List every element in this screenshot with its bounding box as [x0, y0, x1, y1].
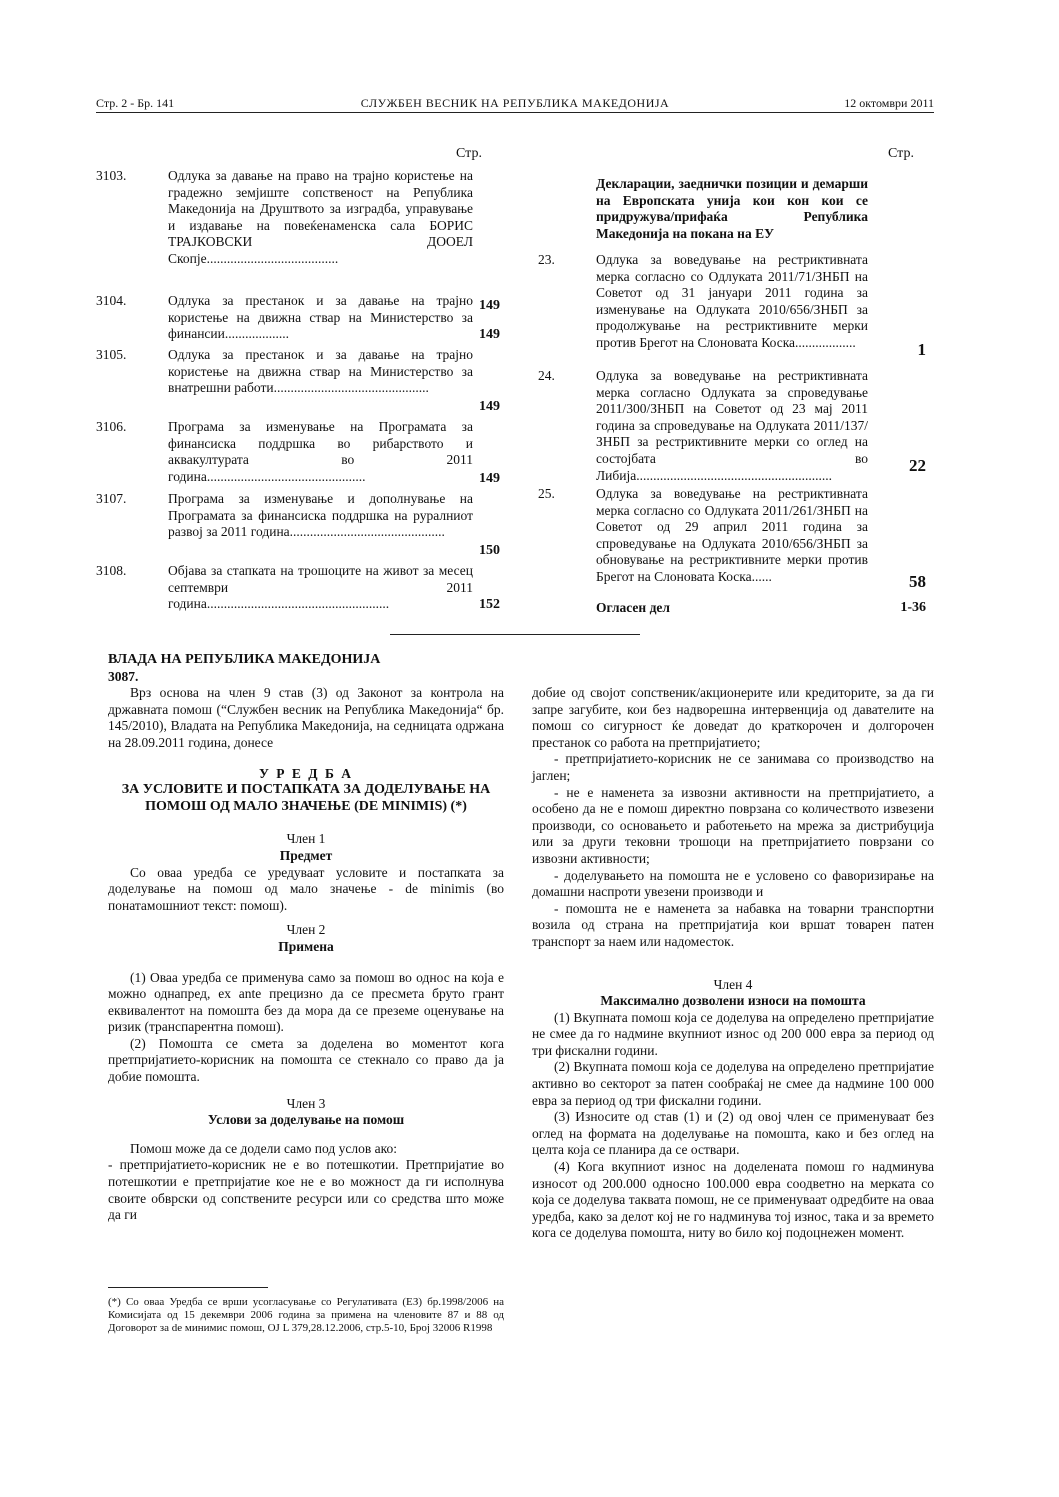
- article-label: Член 4: [713, 976, 753, 992]
- toc-entry-number: 24.: [538, 368, 555, 383]
- article-label: Член 1: [286, 831, 326, 847]
- article-paragraph: - претпријатието-корисник не е во потешкотии. Претпријатие во потешкотии е претпријатие кое не е во можност да ги исполнува своите обврски од сопствените ресурси или со средства што може да ги: [108, 1157, 504, 1223]
- toc-entry-page: 1: [917, 340, 926, 359]
- toc-entry-text: Програма за изменување на Програмата за финансиска поддршка во рибарството и аквакултурата во 2011 година...............................................: [168, 419, 473, 484]
- article-paragraph: (4) Кога вкупниот износ на доделената помош го надминува износот од 200.000 односно 100.000 евра соодветно на мерката со која се доделува таквата помош, не се применуваат одредбите на оваа уредба, како за делот кој не го надминува тој износ, така и за времето кога се доделува помошта, ниту во било кој подоцнежен момент.: [532, 1159, 934, 1241]
- article-label: Член 2: [286, 922, 326, 938]
- toc-oglasen-page: 1-36: [900, 600, 926, 615]
- toc-entry-page: 150: [479, 543, 500, 558]
- article-paragraph: добие од својот сопственик/акционерите или кредиторите, за да ги запре загубите, кои без надворешна интервенција од давателите на помош со сигурност ќе доведат до краткорочен и долгорочен престанок со работа на претпријатието;: [532, 685, 934, 750]
- act-subtitle: ЗА УСЛОВИТЕ И ПОСТАПКАТА ЗА ДОДЕЛУВАЊЕ НА ПОМОШ ОД МАЛО ЗНАЧЕЊЕ (DE MINIMIS) (*): [121, 782, 491, 814]
- toc-entry-text: Одлука за воведување на рестриктивната мерка согласно со Одлуката 2011/261/ЗНБП на Советот од 29 април 2011 година за спроведување на Одлуката 2010/656/ЗНБП за обновување на рестриктивните мерки против Брегот на Слоновата Коска......: [596, 486, 868, 584]
- toc-entry-number: 23.: [538, 252, 555, 267]
- toc-entry-text: Одлука за давање на право на трајно користење на градежно земјиште сопственост на Република Македонија на Друштвото за изградба, управување и издавање на повеќенаменска сала БОРИС ТРАЈКОВСКИ ДООЕЛ Скопје.......................................: [168, 168, 473, 266]
- toc-entry-number: 3108.: [96, 563, 127, 578]
- toc-entry-text: Објава за стапката на трошоците на живот за месец септември 2011 година......................................................: [168, 563, 473, 612]
- article-paragraph: - претпријатието-корисник не се занимава со производство на јаглен;: [532, 751, 934, 783]
- article-paragraph: - доделувањето на помошта не е условено со фаворизирање на домашни наспроти увезени производи и: [532, 867, 934, 900]
- intro-paragraph: Врз основа на член 9 став (3) од Законот за контрола на државната помош (“Службен весник на Република Македонија“ бр. 145/2010), Владата на Република Македонија, на седницата одржана на 28.09.2011 година, донесе: [108, 685, 504, 750]
- body-left-column: [108, 652, 504, 1224]
- article-paragraph: - не е наменета за извозни активности на претпријатието, а особено да не е помош директно поврзана со количеството извезени производи, со основањето и работењето на мрежа за дистрибуција или за други тековни трошоци на претпријатието поврзани со извозни активности;: [532, 784, 934, 866]
- article-paragraph: Со оваа уредба се уредуваат условите и постапката за доделување на помош од мало значење - de minimis (во понатамошниот текст: помош).: [108, 864, 504, 913]
- toc-entry-page: 152: [479, 597, 500, 612]
- act-number: 3087.: [108, 668, 139, 684]
- page-header: [96, 96, 934, 113]
- act-title: У Р Е Д Б А: [259, 765, 353, 781]
- article-title: Максимално дозволени износи на помошта: [600, 993, 866, 1009]
- toc-page-label: Стр.: [456, 146, 482, 161]
- toc-entry-page: 149: [479, 298, 500, 313]
- article-paragraph: (3) Износите од став (1) и (2) од овој член се применуваат без оглед на формата на доделување на помошта, како и без оглед на целта која се планира да се оствари.: [532, 1109, 934, 1158]
- toc-entry-number: 3107.: [96, 491, 127, 506]
- toc-entry-text: Одлука за воведување на рестриктивната мерка согласно со Одлуката 2011/71/ЗНБП на Советот од 31 јануари 2011 година за изменување на Одлуката 2010/656/ЗНБП за продолжување на рестриктивните мерки против Брегот на Слоновата Коска..................: [596, 252, 868, 350]
- toc-entry-number: 25.: [538, 486, 555, 501]
- toc-entry-page: 149: [479, 327, 500, 342]
- article-paragraph: Помош може да се додели само под услов ако:: [130, 1140, 397, 1156]
- article-title: Услови за доделување на помош: [207, 1112, 405, 1128]
- section-divider: [390, 634, 640, 635]
- toc-entry-text: Одлука за престанок и за давање на трајно користење на движна ствар на Министерство за внатрешни работи..............................................: [168, 347, 473, 396]
- toc-page-label: Стр.: [888, 146, 914, 161]
- footnote-divider: [108, 1287, 268, 1288]
- article-paragraph: (1) Оваа уредба се применува само за помош во однос на која е можно однапред, ex ante прецизно да се пресмета бруто грант еквивалентот на помошта без да мора да се преземе оценување на ризик (транспарентна помош).: [108, 969, 504, 1035]
- toc-entry-text: Одлука за престанок и за давање на трајно користење на движна ствар на Министерство за финансии...................: [168, 293, 473, 342]
- footnote: (*) Со оваа Уредба се врши усогласување со Регулативата (ЕЗ) бр.1998/2006 на Комисијата од 15 декември 2006 година за примена на членовите 87 и 88 од Договорот за de минимис помош, OJ L 379,28.12.2006, стр.5-10, Број 32006 R1998: [108, 1296, 504, 1334]
- toc-entry-page: 149: [479, 399, 500, 414]
- toc-entry-number: 3103.: [96, 168, 127, 183]
- article-paragraph: - помошта не е наменета за набавка на товарни транспортни возила од страна на претпријатија кои вршат товарен патен транспорт за наем или надоместок.: [532, 900, 934, 949]
- article-paragraph: (2) Помошта се смета за доделена во моментот кога претпријатието-корисник на помошта се стекнало со право да ја добие помошта.: [108, 1035, 504, 1085]
- toc-entry-number: 3106.: [96, 419, 127, 434]
- article-paragraph: (2) Вкупната помош која се доделува на определено претпријатие активно во секторот за патен сообраќај не смее да надмине 100 000 евра за период од три фискални години.: [532, 1059, 934, 1108]
- toc-entry-number: 3104.: [96, 293, 127, 308]
- toc-entry-page: 58: [909, 572, 926, 591]
- toc-entry-text: Одлука за воведување на рестриктивната мерка согласно Одлуката за спроведување 2011/300/ЗНБП на Советот од 23 мај 2011 година за спроведување на Одлуката 2011/137/ЗНБП за рестриктивните мерки со оглед на состојбата во Либија..........................................................: [596, 368, 868, 483]
- article-title: Примена: [278, 938, 334, 954]
- article-paragraph: (1) Вкупната помош која се доделува на определено претпријатие не смее да го надмине вкупниот износ од 200 000 евра за период од три фискални години.: [532, 1009, 934, 1058]
- article-label: Член 3: [286, 1095, 326, 1111]
- body-right-column: [532, 685, 934, 1242]
- toc-entry-text: Програма за изменување и дополнување на Програмата за финансиска поддршка на руралниот развој за 2011 година..............................................: [168, 491, 473, 540]
- article-title: Предмет: [279, 847, 333, 863]
- toc-heading-text: Декларации, заеднички позиции и демарши на Европската унија кои кон кои се придружува/прифаќа Република Македонија на покана на ЕУ: [596, 176, 868, 241]
- toc-entry-number: 3105.: [96, 347, 127, 362]
- toc-oglasen-label: Огласен дел: [596, 600, 670, 615]
- toc-entry-page: 149: [479, 471, 500, 486]
- section-heading: ВЛАДА НА РЕПУБЛИКА МАКЕДОНИЈА: [108, 652, 381, 667]
- toc-entry-page: 22: [909, 456, 926, 475]
- page-number: Стр. 2 - Бр. 141: [96, 96, 175, 110]
- issue-date: 12 октомври 2011: [844, 96, 934, 110]
- journal-title: СЛУЖБЕН ВЕСНИК НА РЕПУБЛИКА МАКЕДОНИЈА: [360, 96, 670, 110]
